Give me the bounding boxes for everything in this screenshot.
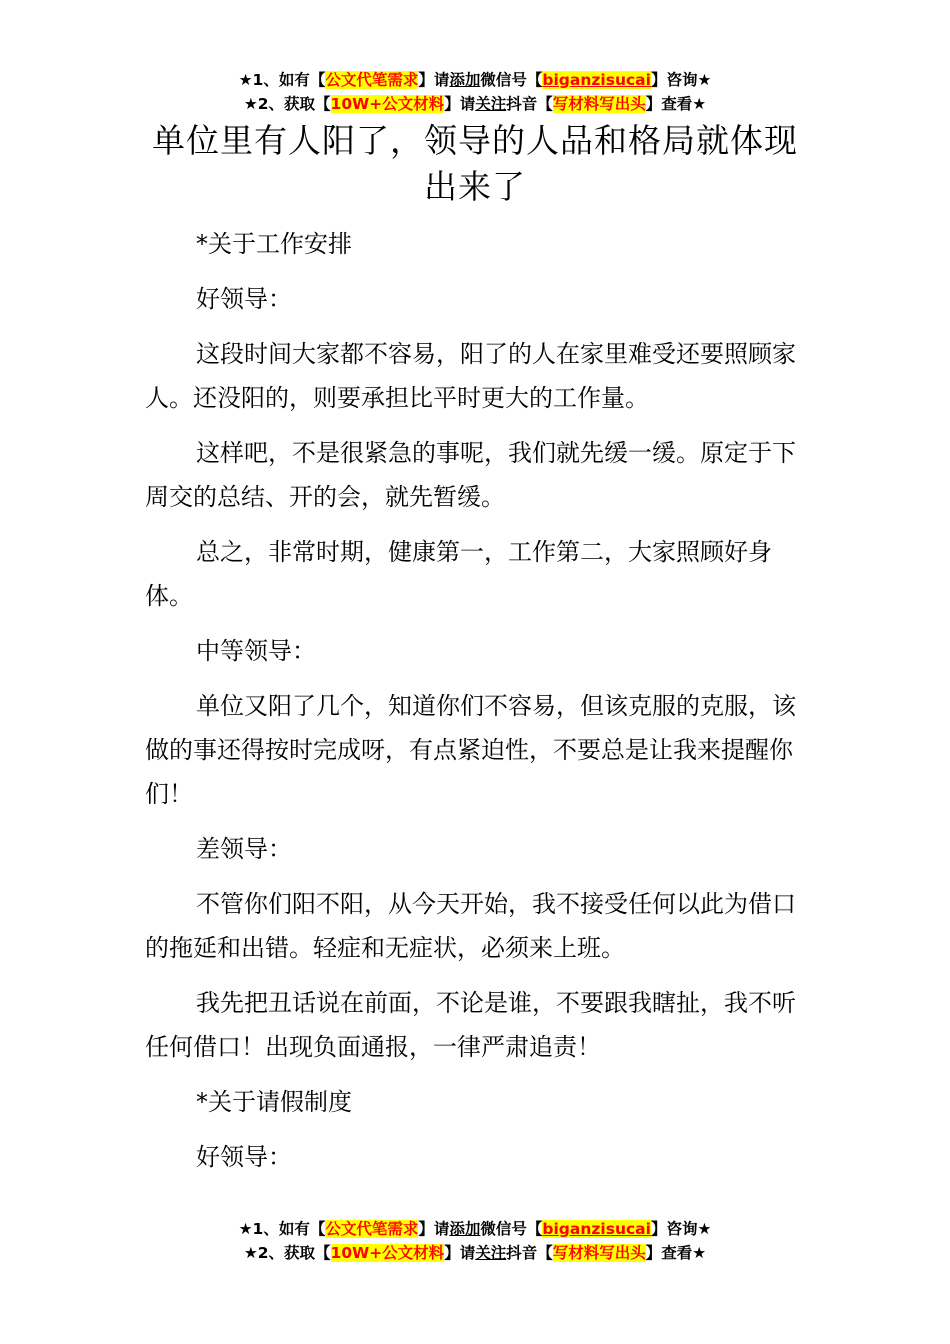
paragraph: 单位又阳了几个，知道你们不容易，但该克服的克服，该做的事还得按时完成呀，有点紧迫性，不要总是让我来提醒你们！	[145, 692, 796, 808]
banner-text: 】咨询★	[650, 71, 712, 89]
paragraph: 总之，非常时期，健康第一，工作第二，大家照顾好身体。	[145, 538, 772, 610]
banner-text: 】查看★	[645, 95, 707, 113]
materials-tag: 10W+公文材料	[330, 1244, 445, 1262]
banner-emphasis: 添加	[449, 71, 481, 89]
banner-line-1	[0, 1217, 950, 1241]
subheading: 好领导：	[196, 285, 292, 313]
section-heading: *关于工作安排	[196, 230, 352, 258]
paragraph: 我先把丑话说在前面，不论是谁，不要跟我瞎扯，我不听任何借口！出现负面通报，一律严肃追责！	[145, 989, 796, 1061]
banner-text: 微信号【	[480, 71, 543, 89]
banner-text: 】请	[418, 71, 450, 89]
banner-text: 抖音【	[506, 95, 553, 113]
footer-banner	[0, 1217, 950, 1265]
subheading: 中等领导：	[196, 637, 316, 665]
banner-emphasis: 关注	[475, 95, 507, 113]
banner-line-2	[0, 92, 950, 116]
document-body	[145, 222, 810, 1190]
banner-text: 】咨询★	[650, 1220, 712, 1238]
banner-line-1	[0, 68, 950, 92]
banner-line-2	[0, 1241, 950, 1265]
banner-text: 】请	[444, 1244, 476, 1262]
service-tag: 公文代笔需求	[325, 1220, 419, 1238]
banner-text: 微信号【	[480, 1220, 543, 1238]
banner-text: 抖音【	[506, 1244, 553, 1262]
banner-text: 】请	[418, 1220, 450, 1238]
section-heading: *关于请假制度	[196, 1088, 352, 1116]
paragraph: 这样吧，不是很紧急的事呢，我们就先缓一缓。原定于下周交的总结、开的会，就先暂缓。	[145, 439, 796, 511]
banner-text: 】请	[444, 95, 476, 113]
header-banner	[0, 68, 950, 116]
materials-tag: 10W+公文材料	[330, 95, 445, 113]
douyin-id: 写材料写出头	[552, 95, 646, 113]
banner-emphasis: 添加	[449, 1220, 481, 1238]
banner-text: ★2、获取【	[243, 1244, 331, 1262]
service-tag: 公文代笔需求	[325, 71, 419, 89]
douyin-id: 写材料写出头	[552, 1244, 646, 1262]
subheading: 差领导：	[196, 835, 292, 863]
subheading: 好领导：	[196, 1143, 292, 1171]
banner-text: ★1、如有【	[238, 1220, 326, 1238]
paragraph: 不管你们阳不阳，从今天开始，我不接受任何以此为借口的拖延和出错。轻症和无症状，必须来上班。	[145, 890, 796, 962]
paragraph: 这段时间大家都不容易，阳了的人在家里难受还要照顾家人。还没阳的，则要承担比平时更大的工作量。	[145, 340, 796, 412]
banner-emphasis: 关注	[475, 1244, 507, 1262]
document-title: 单位里有人阳了，领导的人品和格局就体现出来了	[152, 121, 798, 206]
wechat-id: biganzisucai	[542, 1220, 651, 1238]
wechat-id: biganzisucai	[542, 71, 651, 89]
banner-text: 】查看★	[645, 1244, 707, 1262]
banner-text: ★1、如有【	[238, 71, 326, 89]
banner-text: ★2、获取【	[243, 95, 331, 113]
